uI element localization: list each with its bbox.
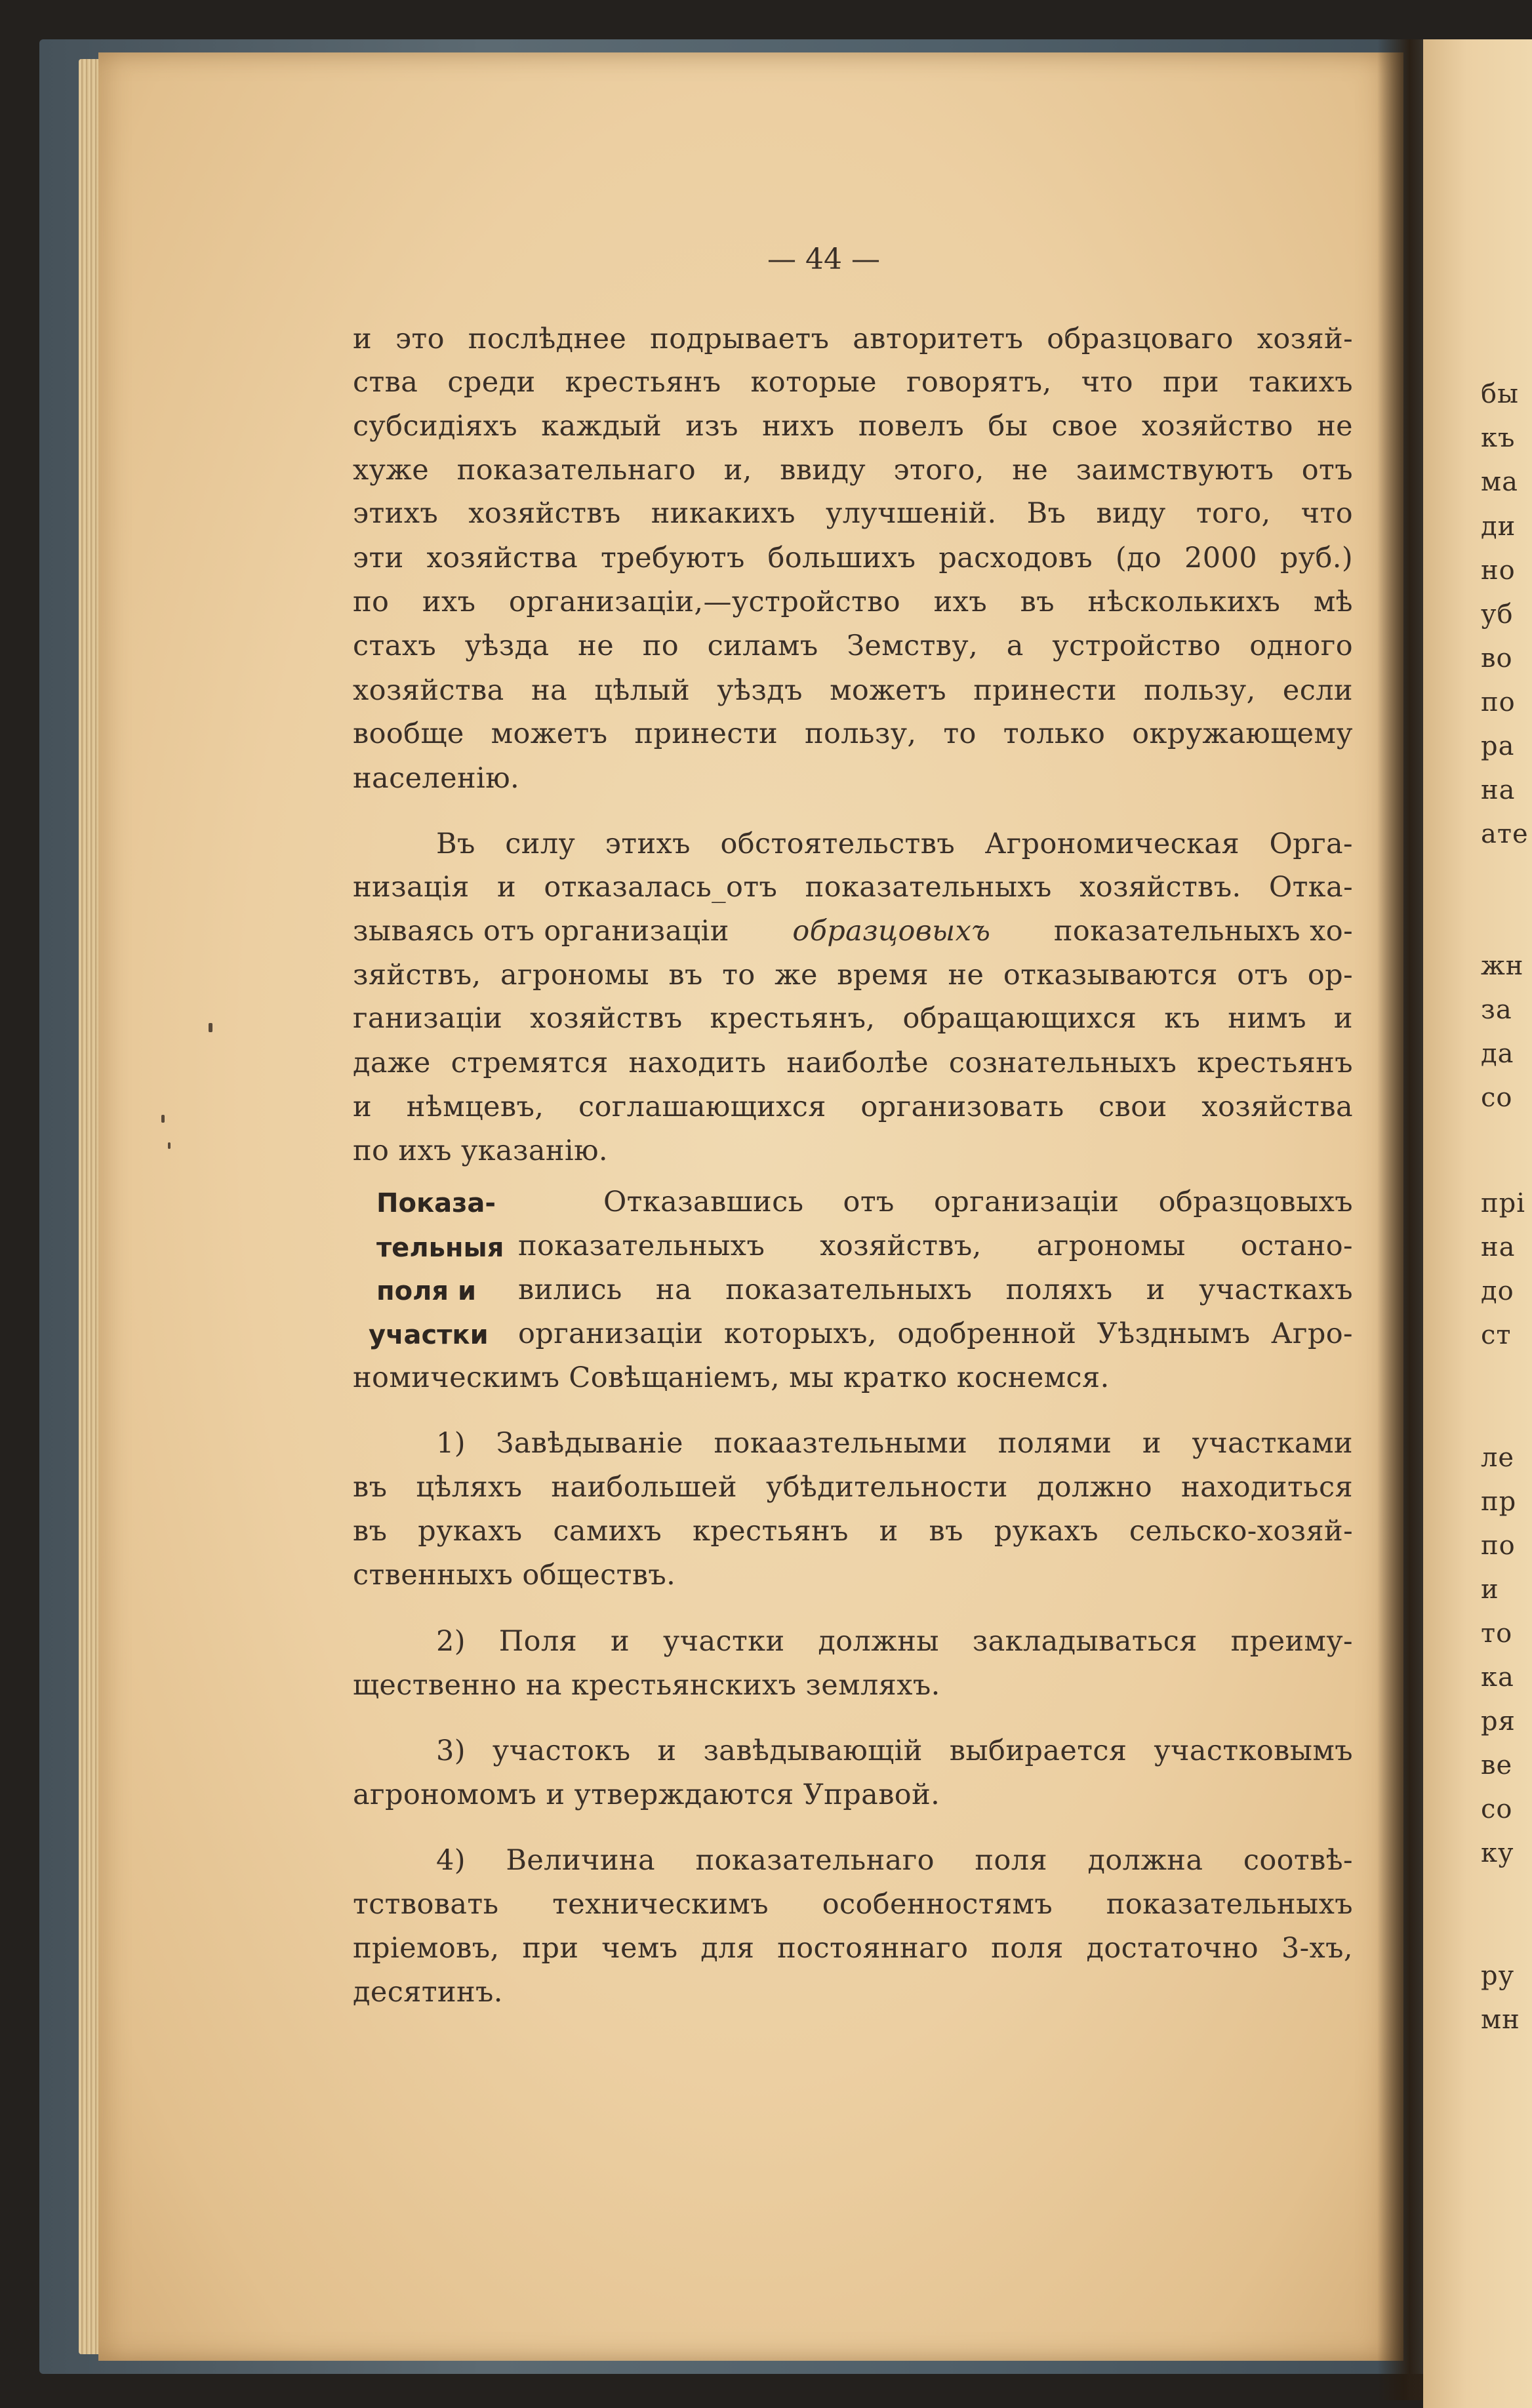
text-line: Въ силу этихъ обстоятельствъ Агрономическая Орга-: [436, 828, 1353, 860]
facing-fragment: жн: [1481, 951, 1524, 981]
facing-fragment: на: [1481, 775, 1516, 805]
facing-fragment: прі: [1481, 1188, 1526, 1218]
text-line: ства среди крестьянъ которые говорятъ, что при такихъ: [353, 366, 1353, 399]
ink-speck: [209, 1023, 212, 1032]
text-line: населенію.: [353, 762, 520, 795]
text-line: и нѣмцевъ, соглашающихся организовать свои хозяйства: [353, 1091, 1353, 1123]
ink-speck: [168, 1142, 171, 1149]
facing-fragment: мн: [1481, 2005, 1520, 2035]
text-line: агрономомъ и утверждаются Управой.: [353, 1778, 940, 1811]
text-line: вообще можетъ принести пользу, то только окружающему: [353, 717, 1353, 750]
facing-fragment: со: [1481, 1794, 1513, 1824]
text-line: вились на показательныхъ поляхъ и участкахъ: [518, 1274, 1353, 1306]
facing-fragment: ка: [1481, 1662, 1514, 1693]
facing-fragment: ря: [1481, 1706, 1516, 1736]
facing-fragment: пр: [1481, 1487, 1517, 1517]
margin-note-line: тельныя: [376, 1233, 504, 1263]
text-line: тствовать техническимъ особенностямъ показательныхъ: [353, 1888, 1353, 1921]
page-number: — 44 —: [767, 243, 880, 276]
text-line: этихъ хозяйствъ никакихъ улучшеній. Въ виду того, что: [353, 497, 1353, 530]
margin-note-line: участки: [369, 1320, 489, 1350]
text-line: показательныхъ хозяйствъ, агрономы остано-: [518, 1230, 1353, 1262]
text-line: 3) участокъ и завѣдывающій выбирается участковымъ: [436, 1735, 1353, 1767]
text-line: 1) Завѣдываніе покаазтельными полями и участками: [436, 1427, 1353, 1460]
facing-fragment: уб: [1481, 599, 1514, 630]
text-line: стахъ уѣзда не по силамъ Земству, а устройство одного: [353, 630, 1353, 662]
text-line: въ рукахъ самихъ крестьянъ и въ рукахъ сельско-хозяй-: [353, 1515, 1353, 1548]
text-line: Отказавшись отъ организаціи образцовыхъ: [603, 1186, 1353, 1218]
text-line: хозяйства на цѣлый уѣздъ можетъ принести пользу, если: [353, 674, 1353, 707]
text-line: номическимъ Совѣщаніемъ, мы кратко коснемся.: [353, 1361, 1110, 1394]
facing-fragment: то: [1481, 1618, 1513, 1649]
text-line: хуже показательнаго и, ввиду этого, не заимствуютъ отъ: [353, 454, 1353, 487]
facing-fragment: на: [1481, 1232, 1516, 1262]
text-line: ственныхъ обществъ.: [353, 1559, 676, 1592]
facing-fragment: но: [1481, 555, 1516, 586]
text-line: и это послѣднее подрываетъ авторитетъ образцоваго хозяй-: [353, 323, 1353, 355]
facing-fragment: по: [1481, 1531, 1516, 1561]
facing-fragment: и: [1481, 1575, 1499, 1605]
facing-fragment: во: [1481, 643, 1513, 673]
text-line: субсидіяхъ каждый изъ нихъ повелъ бы свое хозяйство не: [353, 410, 1353, 443]
text-segment: показательныхъ хо-: [1053, 915, 1353, 948]
text-line: даже стремятся находить наиболѣе сознательныхъ крестьянъ: [353, 1047, 1353, 1079]
facing-fragment: по: [1481, 687, 1516, 717]
facing-fragment: ст: [1481, 1320, 1512, 1350]
margin-note-line: Показа-: [376, 1188, 496, 1218]
text-line: щественно на крестьянскихъ земляхъ.: [353, 1669, 940, 1702]
facing-fragment: ра: [1481, 731, 1515, 761]
facing-fragment: за: [1481, 995, 1512, 1025]
text-line: по ихъ указанію.: [353, 1134, 608, 1167]
text-line: 2) Поля и участки должны закладываться преиму-: [436, 1625, 1353, 1658]
text-line: пріемовъ, при чемъ для постояннаго поля достаточно 3-хъ,: [353, 1932, 1353, 1965]
facing-fragment: ве: [1481, 1750, 1513, 1780]
facing-fragment: ди: [1481, 512, 1516, 542]
text-line: десятинъ.: [353, 1976, 503, 2009]
facing-fragment: ку: [1481, 1838, 1514, 1868]
text-line: низація и отказалась_отъ показательныхъ хозяйствъ. Отка-: [353, 871, 1353, 904]
text-line: [353, 915, 1353, 948]
text-line: по ихъ организаціи,—устройство ихъ въ нѣсколькихъ мѣ: [353, 586, 1353, 618]
facing-fragment: да: [1481, 1039, 1514, 1069]
facing-fragment: къ: [1481, 423, 1516, 453]
facing-fragment: ру: [1481, 1961, 1515, 1991]
text-line: ганизаціи хозяйствъ крестьянъ, обращающихся къ нимъ и: [353, 1002, 1353, 1035]
text-line: эти хозяйства требуютъ большихъ расходовъ (до 2000 руб.): [353, 542, 1353, 574]
facing-fragment: ате: [1481, 819, 1529, 849]
facing-page: [1423, 39, 1532, 2408]
text-line: зяйствъ, агрономы въ то же время не отказываются отъ ор-: [353, 959, 1353, 992]
facing-fragment: ма: [1481, 467, 1518, 497]
text-line: въ цѣляхъ наибольшей убѣдительности должно находиться: [353, 1471, 1353, 1504]
facing-fragment: ле: [1481, 1443, 1515, 1473]
text-line: 4) Величина показательнаго поля должна соотвѣ-: [436, 1844, 1353, 1877]
facing-fragment: до: [1481, 1276, 1514, 1306]
facing-fragment: со: [1481, 1083, 1513, 1113]
margin-note-line: поля и: [376, 1276, 477, 1306]
text-segment: зываясь отъ организаціи: [353, 915, 729, 948]
text-line: организаціи которыхъ, одобренной Уѣзднымъ Агро-: [518, 1317, 1353, 1350]
ink-speck: [161, 1115, 165, 1123]
italic-term: образцовыхъ: [792, 915, 991, 948]
facing-fragment: бы: [1481, 379, 1519, 409]
